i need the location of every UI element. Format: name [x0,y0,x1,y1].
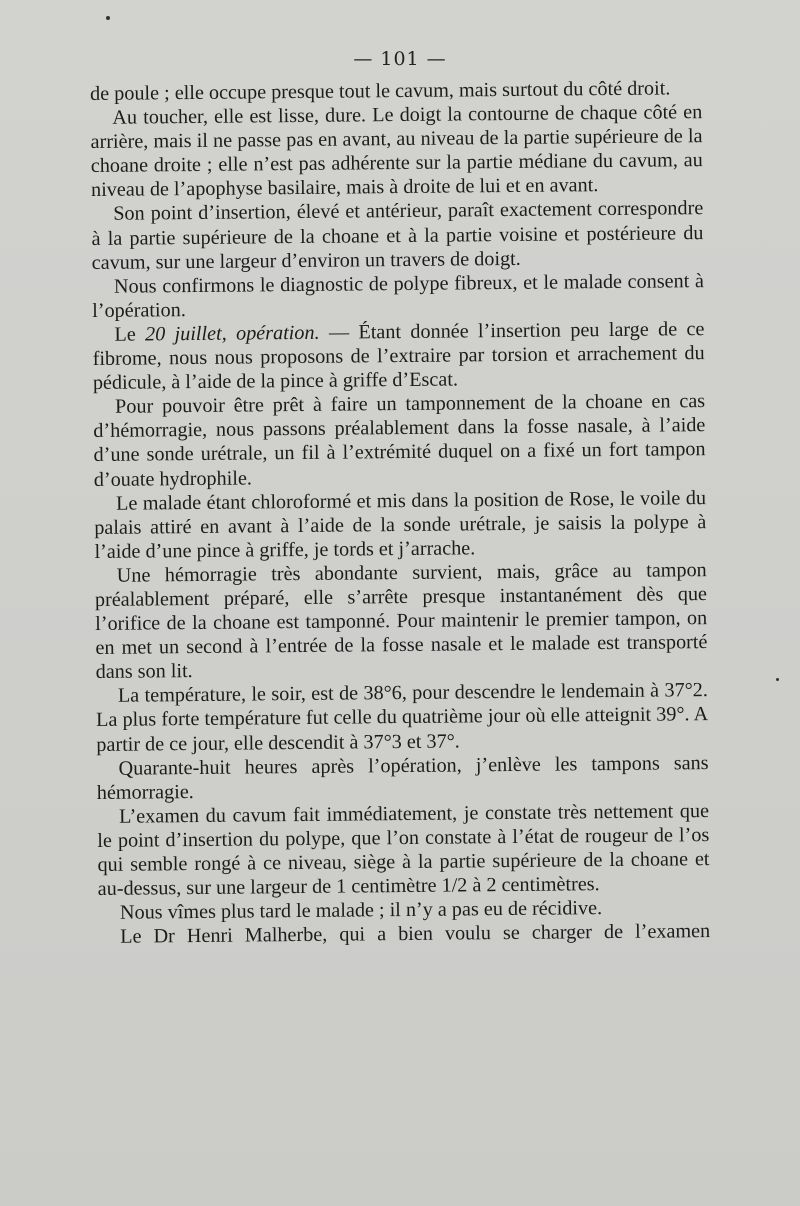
paragraph: Au toucher, elle est lisse, dure. Le doigt la contourne de chaque côté en arrière, mais il ne passe pas en avant, au niveau de la partie supérieure de la choane droite ; elle n’est pas adhérente sur la partie médiane du cavum, au niveau de l’apophyse basilaire, mais à droite de lui et en avant. [90,101,703,202]
paragraph: L’examen du cavum fait immédiatement, je constate très nettement que le point d’insertion du polype, que l’on constate à l’état de rougeur de l’os qui semble rongé à ce niveau, siège à la partie supérieure de la choane et au-dessus, sur une largeur de 1 centimètre 1/2 à 2 centimètres. [97,799,710,901]
paragraph: de poule ; elle occupe presque tout le cavum, mais surtout du côté droit. [90,77,671,105]
paragraph: Une hémorragie très abondante survient, mais, grâce au tampon préalablement préparé, elle s’arrête presque instantanément dès que l’orifice de la choane est tamponné. Pour maintenir le premier tampon, on en met un second à l’entrée de la fosse nasale et le malade est transporté dans son lit. [94,558,708,684]
page-number: — 101 — [353,48,447,70]
body-text [90,76,710,949]
paragraph: Le Dr Henri Malherbe, qui a bien voulu se charger de l’examen [120,920,711,949]
paragraph-lead: Le [114,323,146,346]
ink-speck [106,16,110,20]
paragraph: Nous confirmons le diagnostic de polype fibreux, et le malade consent à l’opération. [92,269,705,322]
date-heading: 20 juillet, opération. [144,321,320,346]
paragraph: Son point d’insertion, élevé et antérieur, paraît exactement correspondre à la partie supérieure de la choane et à la partie voisine et postérieure du cavum, sur une largeur d’environ un travers de doigt. [91,197,704,274]
paragraph: Nous vîmes plus tard le malade ; il n’y a pas eu de récidive. [119,897,603,924]
paragraph [92,317,705,395]
paragraph-text: — Étant donnée l’insertion peu large de ce fibrome, nous nous proposons de l’extraire par torsion et arrachement du pédicule, à l’aide de la pince à griffe d’Escat. [92,318,705,395]
paragraph: Pour pouvoir être prêt à faire un tamponnement de la choane en cas d’hémorragie, nous passons préalablement dans la fosse nasale, à l’aide d’une sonde urétrale, un fil à l’extrémité duquel on a fixé un fort tampon d’ouate hydrophile. [93,390,706,491]
paragraph: Le malade étant chloroformé et mis dans la position de Rose, le voile du palais attiré en avant à l’aide de la sonde urétrale, je saisis la polype à l’aide d’une pince à griffe, je tords et j’arrache. [94,486,707,563]
ink-speck [776,678,779,681]
paragraph: La température, le soir, est de 38°6, pour descendre le lendemain à 37°2. La plus forte température fut celle du quatrième jour où elle atteignit 39°. A partir de ce jour, elle descendit à 37°3 et 37°. [96,679,709,756]
paragraph: Quarante-huit heures après l’opération, j’enlève les tampons sans hémorragie. [96,751,709,804]
